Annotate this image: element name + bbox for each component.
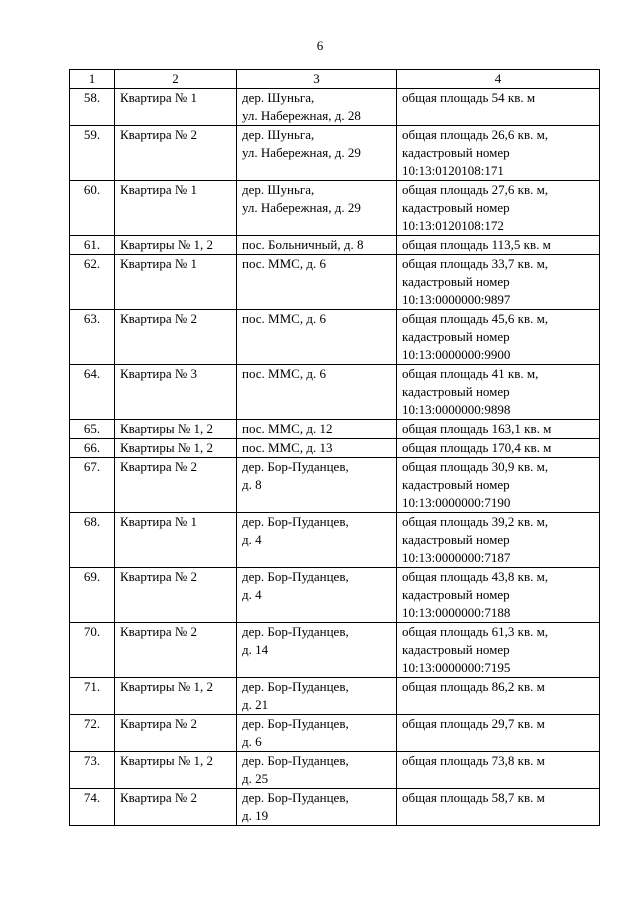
object-cell: Квартира № 2 <box>115 623 237 678</box>
address-cell: дер. Бор-Пуданцев, д. 14 <box>237 623 397 678</box>
row-number-cell: 72. <box>70 715 115 752</box>
object-cell: Квартиры № 1, 2 <box>115 236 237 255</box>
table-row <box>70 715 600 752</box>
header-row <box>70 70 600 89</box>
table-row <box>70 678 600 715</box>
table-row <box>70 623 600 678</box>
table-row <box>70 420 600 439</box>
row-number-cell: 74. <box>70 789 115 826</box>
object-cell: Квартиры № 1, 2 <box>115 439 237 458</box>
row-number-cell: 59. <box>70 126 115 181</box>
row-number-cell: 71. <box>70 678 115 715</box>
address-cell: пос. Больничный, д. 8 <box>237 236 397 255</box>
table-row <box>70 89 600 126</box>
description-cell: общая площадь 29,7 кв. м <box>397 715 600 752</box>
description-cell: общая площадь 27,6 кв. м, кадастровый номер 10:13:0120108:172 <box>397 181 600 236</box>
row-number-cell: 67. <box>70 458 115 513</box>
table-row <box>70 458 600 513</box>
address-cell: пос. ММС, д. 6 <box>237 365 397 420</box>
address-cell: пос. ММС, д. 12 <box>237 420 397 439</box>
object-cell: Квартиры № 1, 2 <box>115 420 237 439</box>
row-number-cell: 69. <box>70 568 115 623</box>
object-cell: Квартира № 2 <box>115 458 237 513</box>
description-cell: общая площадь 61,3 кв. м, кадастровый номер 10:13:0000000:7195 <box>397 623 600 678</box>
row-number-cell: 66. <box>70 439 115 458</box>
table-row <box>70 568 600 623</box>
address-cell: дер. Бор-Пуданцев, д. 6 <box>237 715 397 752</box>
description-cell: общая площадь 58,7 кв. м <box>397 789 600 826</box>
row-number-cell: 64. <box>70 365 115 420</box>
object-cell: Квартиры № 1, 2 <box>115 678 237 715</box>
address-cell: дер. Бор-Пуданцев, д. 21 <box>237 678 397 715</box>
header-col-4: 4 <box>397 70 600 89</box>
object-cell: Квартиры № 1, 2 <box>115 752 237 789</box>
address-cell: дер. Шуньга, ул. Набережная, д. 28 <box>237 89 397 126</box>
description-cell: общая площадь 54 кв. м <box>397 89 600 126</box>
row-number-cell: 70. <box>70 623 115 678</box>
object-cell: Квартира № 1 <box>115 89 237 126</box>
header-col-3: 3 <box>237 70 397 89</box>
row-number-cell: 63. <box>70 310 115 365</box>
address-cell: дер. Бор-Пуданцев, д. 4 <box>237 568 397 623</box>
description-cell: общая площадь 41 кв. м, кадастровый номер 10:13:0000000:9898 <box>397 365 600 420</box>
address-cell: дер. Бор-Пуданцев, д. 19 <box>237 789 397 826</box>
description-cell: общая площадь 163,1 кв. м <box>397 420 600 439</box>
object-cell: Квартира № 1 <box>115 255 237 310</box>
address-cell: дер. Бор-Пуданцев, д. 4 <box>237 513 397 568</box>
table-row <box>70 181 600 236</box>
row-number-cell: 65. <box>70 420 115 439</box>
description-cell: общая площадь 113,5 кв. м <box>397 236 600 255</box>
address-cell: дер. Шуньга, ул. Набережная, д. 29 <box>237 181 397 236</box>
description-cell: общая площадь 30,9 кв. м, кадастровый номер 10:13:0000000:7190 <box>397 458 600 513</box>
table-row <box>70 513 600 568</box>
row-number-cell: 61. <box>70 236 115 255</box>
object-cell: Квартира № 2 <box>115 126 237 181</box>
description-cell: общая площадь 26,6 кв. м, кадастровый номер 10:13:0120108:171 <box>397 126 600 181</box>
row-number-cell: 68. <box>70 513 115 568</box>
description-cell: общая площадь 73,8 кв. м <box>397 752 600 789</box>
table-row <box>70 310 600 365</box>
description-cell: общая площадь 33,7 кв. м, кадастровый номер 10:13:0000000:9897 <box>397 255 600 310</box>
row-number-cell: 62. <box>70 255 115 310</box>
address-cell: пос. ММС, д. 6 <box>237 255 397 310</box>
address-cell: дер. Бор-Пуданцев, д. 25 <box>237 752 397 789</box>
row-number-cell: 60. <box>70 181 115 236</box>
table-row <box>70 365 600 420</box>
table-row <box>70 439 600 458</box>
description-cell: общая площадь 86,2 кв. м <box>397 678 600 715</box>
object-cell: Квартира № 2 <box>115 310 237 365</box>
header-col-2: 2 <box>115 70 237 89</box>
address-cell: дер. Бор-Пуданцев, д. 8 <box>237 458 397 513</box>
table-row <box>70 236 600 255</box>
object-cell: Квартира № 2 <box>115 568 237 623</box>
table-row <box>70 255 600 310</box>
table-row <box>70 126 600 181</box>
address-cell: пос. ММС, д. 13 <box>237 439 397 458</box>
table-row <box>70 789 600 826</box>
object-cell: Квартира № 2 <box>115 715 237 752</box>
row-number-cell: 73. <box>70 752 115 789</box>
table-header <box>70 70 600 89</box>
description-cell: общая площадь 170,4 кв. м <box>397 439 600 458</box>
page-number: 6 <box>316 38 324 53</box>
table-body <box>70 89 600 826</box>
address-cell: дер. Шуньга, ул. Набережная, д. 29 <box>237 126 397 181</box>
property-table <box>69 69 600 826</box>
object-cell: Квартира № 1 <box>115 181 237 236</box>
object-cell: Квартира № 3 <box>115 365 237 420</box>
row-number-cell: 58. <box>70 89 115 126</box>
object-cell: Квартира № 2 <box>115 789 237 826</box>
object-cell: Квартира № 1 <box>115 513 237 568</box>
description-cell: общая площадь 45,6 кв. м, кадастровый номер 10:13:0000000:9900 <box>397 310 600 365</box>
description-cell: общая площадь 43,8 кв. м, кадастровый номер 10:13:0000000:7188 <box>397 568 600 623</box>
description-cell: общая площадь 39,2 кв. м, кадастровый номер 10:13:0000000:7187 <box>397 513 600 568</box>
header-col-1: 1 <box>70 70 115 89</box>
address-cell: пос. ММС, д. 6 <box>237 310 397 365</box>
table-row <box>70 752 600 789</box>
